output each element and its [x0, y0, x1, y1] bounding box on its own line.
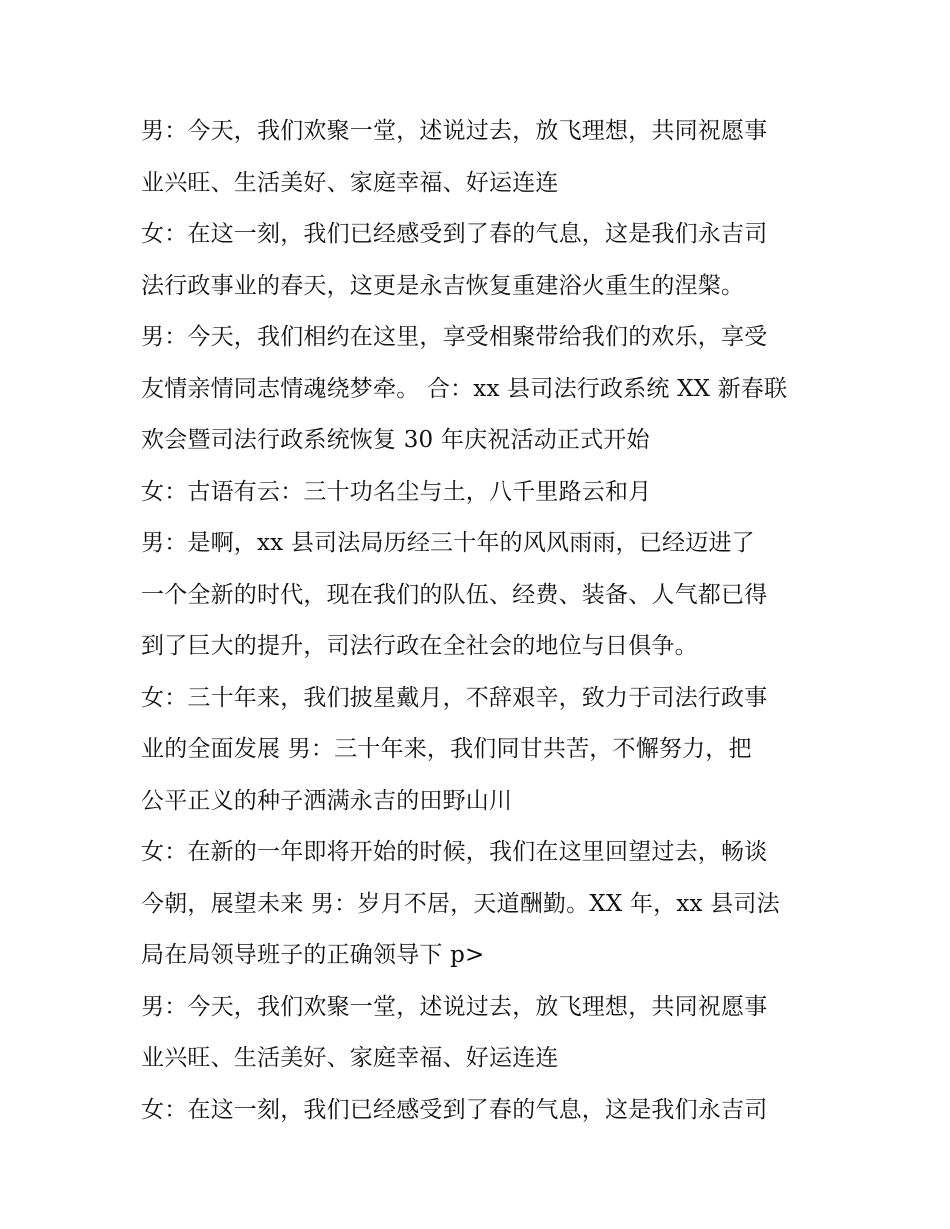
text-line: 业兴旺、生活美好、家庭幸福、好运连连 [141, 169, 559, 196]
document-body [141, 106, 821, 1136]
text-line: 友情亲情同志情魂绕梦牵。 合：xx 县司法行政系统 XX 新春联 [141, 375, 788, 402]
text-line: 公平正义的种子洒满永吉的田野山川 [141, 787, 513, 814]
text-line: 男：今天，我们相约在这里，享受相聚带给我们的欢乐，享受 [141, 324, 768, 350]
text-line: 女：三十年来，我们披星戴月，不辞艰辛，致力于司法行政事 [141, 684, 768, 711]
text-line: 女：在新的一年即将开始的时候，我们在这里回望过去，畅谈 [141, 839, 768, 865]
text-line: 男：是啊，xx 县司法局历经三十年的风风雨雨，已经迈进了 [141, 530, 755, 556]
text-line: 一个全新的时代，现在我们的队伍、经费、装备、人气都已得 [141, 581, 768, 608]
text-line: 女：古语有云：三十功名尘与土，八千里路云和月 [141, 478, 652, 505]
text-line: 欢会暨司法行政系统恢复 30 年庆祝活动正式开始 [141, 427, 650, 453]
text-line: 法行政事业的春天，这更是永吉恢复重建浴火重生的涅槃。 [141, 272, 745, 299]
text-line: 今朝，展望未来 男：岁月不居，天道酬勤。XX 年，xx 县司法 [141, 890, 780, 917]
text-line: 业兴旺、生活美好、家庭幸福、好运连连 [141, 1045, 559, 1071]
text-line: 局在局领导班子的正确领导下 p> [141, 942, 485, 968]
text-line: 到了巨大的提升，司法行政在全社会的地位与日俱争。 [141, 633, 698, 659]
text-line: 业的全面发展 男：三十年来，我们同甘共苦，不懈努力，把 [141, 736, 752, 762]
text-line: 男：今天，我们欢聚一堂，述说过去，放飞理想，共同祝愿事 [141, 993, 768, 1020]
text-line: 男：今天，我们欢聚一堂，述说过去，放飞理想，共同祝愿事 [141, 118, 768, 144]
text-line: 女：在这一刻，我们已经感受到了春的气息，这是我们永吉司 [141, 221, 768, 247]
text-line: 女：在这一刻，我们已经感受到了春的气息，这是我们永吉司 [141, 1096, 768, 1123]
